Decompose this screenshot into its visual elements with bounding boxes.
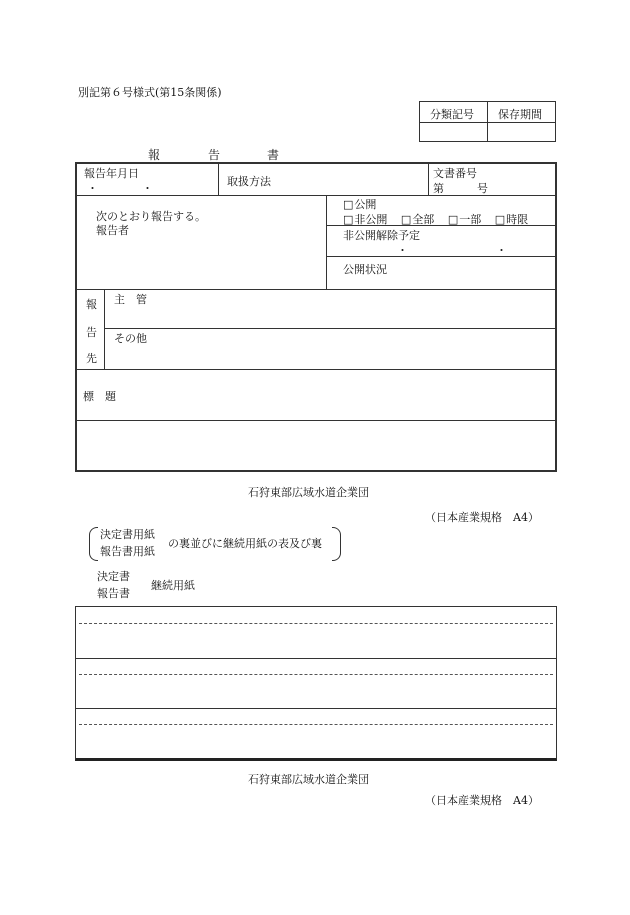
release-schedule-label: 非公開解除予定 — [343, 229, 420, 242]
classification-code-header: 分類記号 — [430, 108, 474, 121]
organization-name: 石狩東部広域水道企業団 — [248, 486, 369, 499]
destination-char-1: 報 — [86, 298, 97, 311]
destination-char-3: 先 — [86, 352, 97, 365]
report-date-label: 報告年月日 — [84, 167, 139, 180]
public-status-label: 公開状況 — [343, 263, 387, 276]
disclosure-options — [343, 211, 528, 227]
timed-checkbox[interactable]: □ 時限 — [495, 213, 528, 226]
reporter-label: 報告者 — [96, 224, 129, 237]
organization-name-2: 石狩東部広域水道企業団 — [248, 773, 369, 786]
continuation-line-1: 決定書 — [97, 570, 130, 583]
destination-char-2: 告 — [86, 326, 97, 339]
continuation-row[interactable] — [76, 607, 556, 657]
other-label: その他 — [114, 332, 147, 345]
left-bracket — [89, 527, 98, 561]
note-line-1: 決定書用紙 — [100, 528, 155, 541]
handling-method-label: 取扱方法 — [227, 175, 271, 188]
continuation-label: 継続用紙 — [151, 579, 195, 592]
classification-code-cell[interactable] — [420, 123, 487, 141]
report-statement: 次のとおり報告する。 — [96, 210, 206, 223]
all-checkbox[interactable]: □ 全部 — [401, 213, 434, 226]
retention-period-cell[interactable] — [488, 123, 555, 141]
doc-number-label: 文書番号 — [433, 167, 477, 180]
classification-table — [419, 101, 556, 142]
retention-period-header: 保存期間 — [498, 108, 542, 121]
private-checkbox[interactable]: □ 非公開 — [343, 213, 387, 226]
continuation-row[interactable] — [76, 659, 556, 708]
public-checkbox[interactable]: □ 公開 — [343, 196, 376, 212]
note-suffix: の裏並びに継続用紙の表及び裏 — [168, 537, 322, 550]
doc-number-value[interactable]: 第 号 — [433, 182, 488, 195]
report-form — [75, 162, 557, 472]
subject-label: 標 題 — [83, 390, 116, 403]
body-area[interactable] — [77, 421, 555, 470]
partial-checkbox[interactable]: □ 一部 — [448, 213, 481, 226]
main-department-label: 主 管 — [114, 293, 147, 306]
continuation-sheet — [75, 606, 557, 761]
right-bracket — [332, 527, 341, 561]
report-date-dots[interactable]: ・ ・ — [87, 182, 153, 195]
paper-standard-2: （日本産業規格 A4） — [425, 794, 539, 807]
continuation-row[interactable] — [76, 709, 556, 757]
note-line-2: 報告書用紙 — [100, 545, 155, 558]
form-header: 別記第６号様式(第15条関係) — [78, 86, 222, 99]
paper-standard: （日本産業規格 A4） — [425, 511, 539, 524]
release-schedule-dots[interactable]: ・ ・ — [397, 244, 507, 257]
continuation-line-2: 報告書 — [97, 587, 130, 600]
